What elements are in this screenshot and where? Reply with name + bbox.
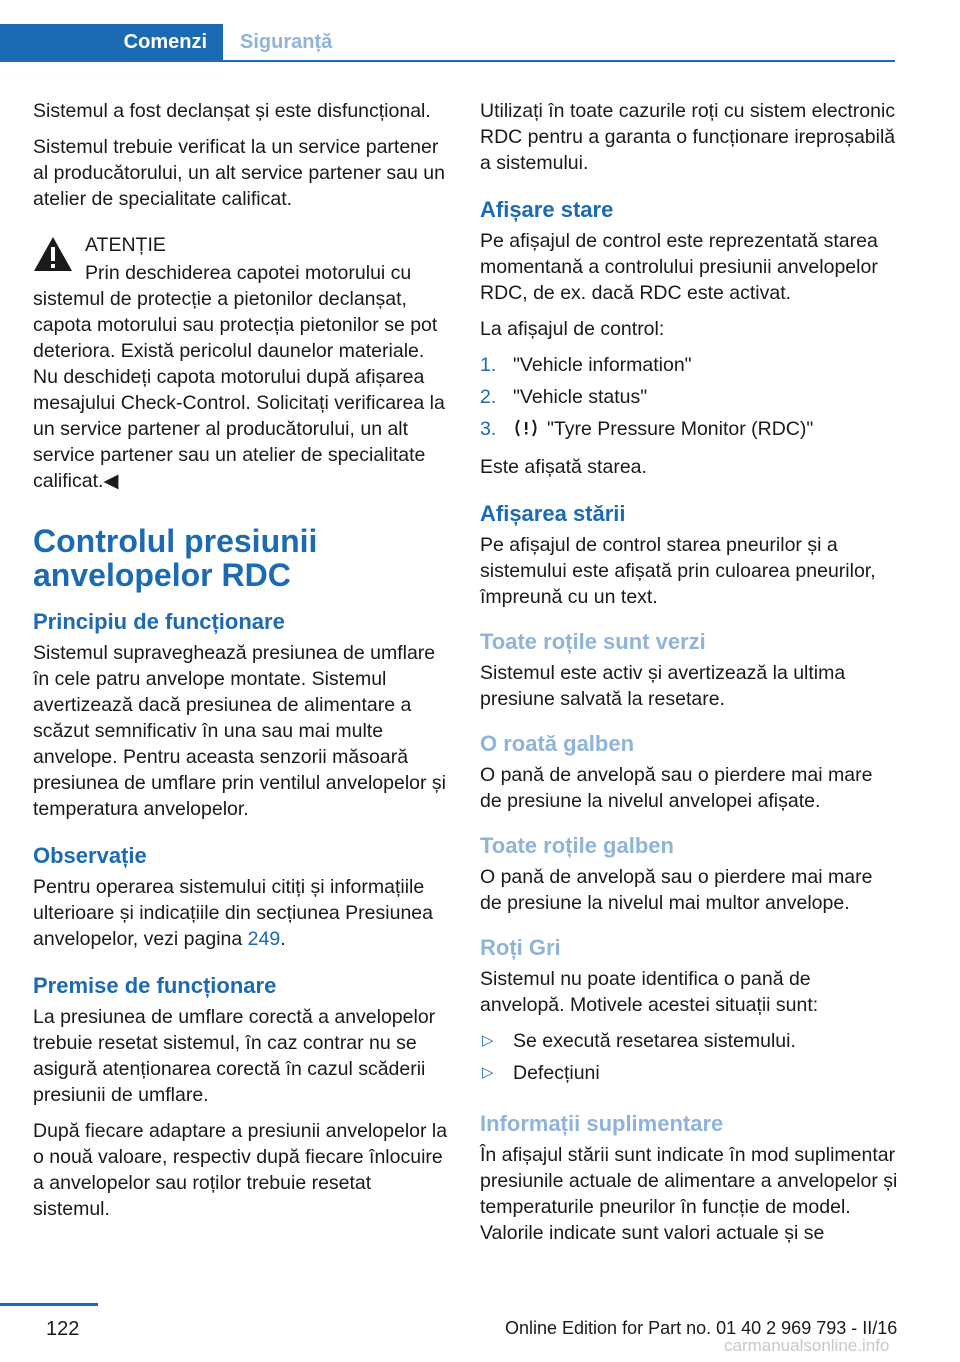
paragraph: La presiunea de umflare corectă a anvelopelor trebuie resetat sistemul, în caz contrar nu se asigură atenționarea corectă în cazul scăderii presiunii de umflare. [33,1006,436,1106]
subsection-heading: Premise de funcționare [33,973,277,998]
paragraph: Sistemul trebuie verificat la un service partener al producătorului, un alt service partener sau un atelier de specialitate calificat. [33,136,445,210]
tab-comenzi[interactable] [0,24,223,60]
paragraph: Sistemul supraveghează presiunea de umflare în cele patru anvelope montate. Sistemul avertizează dacă presiunea de alimentare a scăzut semnificativ în una sau mai multe anvelope. Pentru aceasta senzorii măsoară presiunea de umflare prin ventilul anvelopelor și temperatura anvelopelor. [33,642,446,820]
step-text: "Vehicle status" [513,386,648,408]
minor-heading: Toate roțile sunt verzi [480,629,706,654]
bullet-triangle-icon: ▷ [482,1064,494,1081]
list-item [480,352,898,384]
list-item [480,1028,898,1060]
paragraph: După fiecare adaptare a presiunii anvelopelor la o nouă valoare, respectiv după fiecare înlocuire a anvelopelor sau roților trebuie resetat sistemul. [33,1120,448,1220]
bullet-triangle-icon: ▷ [482,1032,494,1049]
warning-title: ATENȚIE [85,234,166,256]
right-column [480,98,898,1256]
tab-comenzi-label: Comenzi [123,30,207,53]
edition-text: Online Edition for Part no. 01 40 2 969 793 - II/16 [505,1318,898,1338]
paragraph: Sistemul nu poate identifica o pană de anvelopă. Motivele acestei situații sunt: [480,968,819,1016]
step-number: 2. [480,386,497,408]
page-number: 122 [46,1318,80,1340]
left-column [33,98,451,1232]
step-number: 3. [480,418,497,440]
note-end: . [280,928,286,950]
paragraph [33,874,451,952]
subsection-heading: Principiu de funcționare [33,609,285,634]
footer-line [0,1303,98,1306]
subsection-heading: Afișare stare [480,197,614,222]
tab-siguranta-label: Siguranță [240,31,333,53]
step-number: 1. [480,354,497,376]
warning-block [33,232,451,494]
warning-text: sistemul de protecție a pietonilor declanșat, capota motorului sau protecția pietonilor se pot deteriora. Există pericolul daunelor materiale. Nu deschideți capota motorului după afișarea mesajului Check-Control. Solicitați verificarea la un service partener al producătorului, un alt service partener sau un atelier de specialitate calificat.◀ [33,288,445,492]
list-item [480,384,898,416]
paragraph: Este afișată starea. [480,456,647,478]
header-divider [0,60,895,62]
note-text: Pentru operarea sistemului citiți și informațiile ulterioare și indicațiile din secțiunea Presiunea anvelopelor, vezi pagina [33,876,433,950]
steps-list [480,352,898,448]
bullet-list [480,1028,898,1092]
minor-heading: O roată galben [480,731,635,756]
tyre-pressure-icon [513,418,539,438]
subsection-heading: Afișarea stării [480,501,626,526]
paragraph: O pană de anvelopă sau o pierdere mai mare de presiune la nivelul mai multor anvelope. [480,866,873,914]
bullet-text: Defecțiuni [513,1062,600,1084]
paragraph: Pe afișajul de control este reprezentată starea momentană a controlului presiunii anvelopelor RDC, de ex. dacă RDC este activat. [480,230,878,304]
header-tabs [0,24,895,62]
paragraph: O pană de anvelopă sau o pierdere mai mare de presiune la nivelul anvelopei afișate. [480,764,873,812]
section-title: Controlul presiunii anvelopelor RDC [33,523,318,593]
paragraph: La afișajul de control: [480,318,665,340]
paragraph: Utilizați în toate cazurile roți cu sistem electronic RDC pentru a garanta o funcționare ireproșabilă a sistemului. [480,100,896,174]
step-text: "Vehicle information" [513,354,692,376]
paragraph: În afișajul stării sunt indicate în mod suplimentar presiunile actuale de alimentare a anvelopelor și temperaturile pneurilor în funcție de model. Valorile indicate sunt valori actuale și se [480,1144,898,1244]
warning-text-first-line: Prin deschiderea capotei motorului cu [85,262,412,284]
paragraph: Sistemul a fost declanșat și este disfuncțional. [33,100,431,122]
step-text: "Tyre Pressure Monitor (RDC)" [547,418,814,440]
list-item [480,1060,898,1092]
minor-heading: Informații suplimentare [480,1111,724,1136]
warning-triangle-icon [33,236,73,272]
bullet-text: Se execută resetarea sistemului. [513,1030,796,1052]
watermark: carmanualsonline.info [724,1336,890,1355]
page-link[interactable]: 249 [247,928,281,950]
paragraph: Sistemul este activ și avertizează la ultima presiune salvată la resetare. [480,662,846,710]
paragraph: Pe afișajul de control starea pneurilor și a sistemului este afișată prin culoarea pneurilor, împreună cu un text. [480,534,876,608]
minor-heading: Roți Gri [480,935,561,960]
tab-siguranta[interactable] [240,24,332,60]
subsection-heading: Observație [33,843,147,868]
minor-heading: Toate roțile galben [480,833,674,858]
list-item [480,416,898,448]
